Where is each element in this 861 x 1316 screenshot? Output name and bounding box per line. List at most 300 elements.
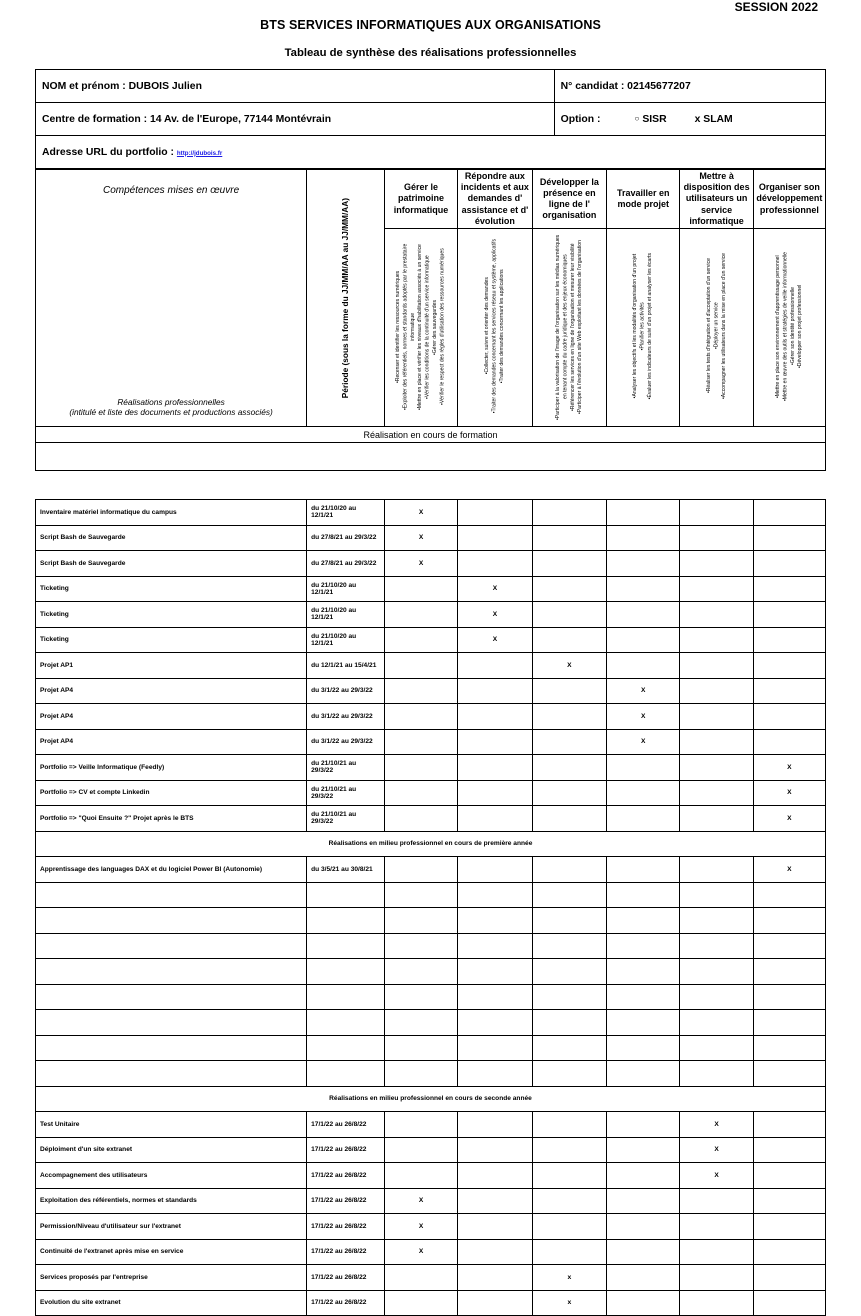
competency-mark-cell[interactable]	[458, 729, 532, 755]
realisation-name-cell[interactable]: Portfolio => Veille Informatique (Feedly)	[36, 755, 307, 781]
competency-mark-cell[interactable]	[384, 627, 457, 653]
option-label: Option :	[560, 113, 601, 125]
competency-mark-cell[interactable]	[607, 1061, 680, 1087]
competency-mark-cell[interactable]	[384, 806, 457, 832]
competency-mark-cell[interactable]	[458, 1214, 532, 1240]
competency-mark-cell[interactable]	[753, 1061, 825, 1087]
competency-mark-cell[interactable]	[680, 576, 753, 602]
competency-mark-cell[interactable]	[607, 959, 680, 985]
competency-mark-cell[interactable]	[753, 602, 825, 628]
competency-mark-cell[interactable]	[532, 1137, 606, 1163]
skill-item: •Gérer des sauvegardes	[432, 299, 439, 355]
competency-mark-cell[interactable]	[680, 933, 753, 959]
competency-mark-cell[interactable]	[532, 1035, 606, 1061]
competency-mark-cell[interactable]	[532, 576, 606, 602]
competency-mark-cell[interactable]	[607, 806, 680, 832]
table-row	[36, 1188, 826, 1214]
competency-mark-cell[interactable]	[680, 857, 753, 883]
table-row	[36, 806, 826, 832]
realisation-name-cell[interactable]	[36, 1061, 307, 1087]
realisation-period-cell[interactable]: du 3/1/22 au 29/3/22	[307, 704, 385, 730]
table-row	[36, 627, 826, 653]
competency-mark-cell[interactable]	[458, 704, 532, 730]
competency-mark-cell[interactable]	[384, 882, 457, 908]
competency-mark-cell[interactable]	[384, 1265, 457, 1291]
competency-mark-cell[interactable]	[607, 576, 680, 602]
competency-mark-cell[interactable]	[532, 551, 606, 577]
realisation-name-cell[interactable]: Déploiment d'un site extranet	[36, 1137, 307, 1163]
competency-mark-cell[interactable]	[753, 653, 825, 679]
realisation-period-cell[interactable]	[307, 1010, 385, 1036]
realisation-name-cell[interactable]	[36, 1035, 307, 1061]
competency-mark-cell[interactable]	[384, 653, 457, 679]
competency-mark-cell[interactable]	[680, 1188, 753, 1214]
competency-mark-cell[interactable]	[607, 1214, 680, 1240]
competency-mark-cell[interactable]: X	[532, 653, 606, 679]
competency-mark-cell[interactable]	[607, 780, 680, 806]
competency-mark-cell[interactable]: X	[458, 602, 532, 628]
realisation-name-cell[interactable]: Permission/Niveau d'utilisateur sur l'extranet	[36, 1214, 307, 1240]
competency-mark-cell[interactable]	[753, 882, 825, 908]
realisation-name-cell[interactable]: Ticketing	[36, 627, 307, 653]
competency-mark-cell[interactable]	[384, 755, 457, 781]
realisation-period-cell[interactable]: du 21/10/21 au 29/3/22	[307, 755, 385, 781]
table-row	[36, 1061, 826, 1087]
table-row	[36, 1239, 826, 1265]
competency-mark-cell[interactable]	[532, 678, 606, 704]
training-center-field[interactable]: Centre de formation : 14 Av. de l'Europe, 77144 Montévrain	[36, 103, 555, 136]
realisation-name-cell[interactable]	[36, 933, 307, 959]
competency-mark-cell[interactable]	[753, 627, 825, 653]
competency-mark-cell[interactable]	[607, 1290, 680, 1316]
competency-mark-cell[interactable]	[532, 525, 606, 551]
competency-header-table	[35, 169, 826, 471]
skill-item: •Exploiter des référentiels, normes et standards adoptés par le prestataire informatique	[402, 243, 416, 410]
competency-mark-cell[interactable]	[458, 525, 532, 551]
competency-mark-cell[interactable]: X	[753, 755, 825, 781]
skill-item: •Gérer son identité professionnelle	[789, 287, 796, 366]
competency-mark-cell[interactable]	[532, 959, 606, 985]
competency-mark-cell[interactable]	[680, 729, 753, 755]
skill-item: •Collecter, suivre et orienter des demandes	[483, 277, 490, 376]
competency-mark-cell[interactable]	[458, 1265, 532, 1291]
competency-mark-cell[interactable]	[753, 1010, 825, 1036]
realisation-name-cell[interactable]: Ticketing	[36, 576, 307, 602]
skill-item: •Déployer un service	[712, 303, 719, 350]
realisation-period-cell[interactable]: 17/1/22 au 26/8/22	[307, 1290, 385, 1316]
competency-mark-cell[interactable]: X	[384, 551, 457, 577]
realisation-period-cell[interactable]: du 21/10/20 au 12/1/21	[307, 602, 385, 628]
skill-list-1	[458, 229, 532, 427]
option-slam-label: SLAM	[703, 113, 733, 125]
session-label: SESSION 2022	[734, 0, 818, 14]
competency-mark-cell[interactable]	[607, 602, 680, 628]
realisation-period-cell[interactable]	[307, 933, 385, 959]
competency-mark-cell[interactable]	[458, 551, 532, 577]
competency-mark-cell[interactable]	[607, 1010, 680, 1036]
candidate-name-field[interactable]: NOM et prénom : DUBOIS Julien	[36, 70, 555, 103]
option-cell	[554, 103, 825, 136]
competency-mark-cell[interactable]	[753, 500, 825, 526]
realisation-period-cell[interactable]: du 21/10/20 au 12/1/21	[307, 576, 385, 602]
portfolio-cell	[36, 136, 826, 169]
competency-mark-cell[interactable]	[680, 1265, 753, 1291]
competency-mark-cell[interactable]	[532, 806, 606, 832]
realisation-name-cell[interactable]	[36, 908, 307, 934]
realisation-name-cell[interactable]: Accompagnement des utilisateurs	[36, 1163, 307, 1189]
realisation-name-cell[interactable]: Script Bash de Sauvegarde	[36, 525, 307, 551]
competency-mark-cell[interactable]	[753, 525, 825, 551]
competency-mark-cell[interactable]	[753, 933, 825, 959]
competency-mark-cell[interactable]	[753, 908, 825, 934]
competency-mark-cell[interactable]	[458, 1137, 532, 1163]
competency-mark-cell[interactable]	[532, 627, 606, 653]
domain-header-4: Mettre à disposition des utilisateurs un service informatique	[680, 170, 753, 229]
realisations-title: Réalisations professionnelles	[117, 396, 225, 407]
realisation-name-cell[interactable]: Portfolio => CV et compte Linkedin	[36, 780, 307, 806]
realisation-period-cell[interactable]: 17/1/22 au 26/8/22	[307, 1137, 385, 1163]
competency-mark-cell[interactable]: x	[532, 1290, 606, 1316]
radio-unselected-icon: ○	[634, 114, 640, 124]
realisation-period-cell[interactable]: 17/1/22 au 26/8/22	[307, 1188, 385, 1214]
competency-mark-cell[interactable]	[753, 1290, 825, 1316]
realisation-period-cell[interactable]: du 21/10/20 au 12/1/21	[307, 500, 385, 526]
realisation-name-cell[interactable]: Projet AP4	[36, 729, 307, 755]
option-slam-mark: x	[694, 113, 701, 125]
competency-mark-cell[interactable]	[458, 1035, 532, 1061]
competency-mark-cell[interactable]	[384, 602, 457, 628]
competency-mark-cell[interactable]	[607, 1239, 680, 1265]
competency-mark-cell[interactable]	[680, 806, 753, 832]
competency-mark-cell[interactable]	[532, 755, 606, 781]
competency-mark-cell[interactable]	[384, 1290, 457, 1316]
competency-mark-cell[interactable]	[532, 1112, 606, 1138]
competency-mark-cell[interactable]	[680, 780, 753, 806]
competency-mark-cell[interactable]	[680, 704, 753, 730]
realisation-period-cell[interactable]: du 3/5/21 au 30/8/21	[307, 857, 385, 883]
competency-mark-cell[interactable]	[458, 857, 532, 883]
domain-header-1: Répondre aux incidents et aux demandes d' assistance et d' évolution	[458, 170, 532, 229]
identity-row-center	[36, 103, 826, 136]
skill-item: •Évaluer les indicateurs de suivi d'un projet et analyser les écarts	[646, 253, 653, 400]
competency-mark-cell[interactable]	[753, 729, 825, 755]
table-row	[36, 1035, 826, 1061]
competency-mark-cell[interactable]	[607, 1163, 680, 1189]
document-header	[35, 0, 826, 38]
option-sisr-label: SISR	[642, 113, 667, 125]
realisation-name-cell[interactable]: Inventaire matériel informatique du campus	[36, 500, 307, 526]
competency-mark-cell[interactable]	[384, 780, 457, 806]
competency-mark-cell[interactable]	[607, 1188, 680, 1214]
competency-mark-cell[interactable]	[680, 551, 753, 577]
competency-mark-cell[interactable]	[680, 908, 753, 934]
table-row	[36, 704, 826, 730]
competency-mark-cell[interactable]	[384, 729, 457, 755]
competency-mark-cell[interactable]	[680, 653, 753, 679]
competency-mark-cell[interactable]	[680, 678, 753, 704]
competency-mark-cell[interactable]	[532, 1188, 606, 1214]
realisation-name-cell[interactable]: Services proposés par l'entreprise	[36, 1265, 307, 1291]
competency-mark-cell[interactable]	[680, 882, 753, 908]
realisation-period-cell[interactable]: 17/1/22 au 26/8/22	[307, 1265, 385, 1291]
competency-mark-cell[interactable]: X	[384, 1239, 457, 1265]
option-sisr-choice[interactable]	[634, 114, 666, 125]
table-row	[36, 1163, 826, 1189]
competency-mark-cell[interactable]	[680, 1010, 753, 1036]
table-row	[36, 678, 826, 704]
competency-mark-cell[interactable]: X	[384, 1188, 457, 1214]
competency-mark-cell[interactable]	[607, 1112, 680, 1138]
competency-mark-cell[interactable]	[532, 1061, 606, 1087]
competency-mark-cell[interactable]	[607, 551, 680, 577]
table-row	[36, 1214, 826, 1240]
competency-mark-cell[interactable]	[680, 525, 753, 551]
competency-mark-cell[interactable]	[607, 908, 680, 934]
competency-mark-cell[interactable]	[753, 1112, 825, 1138]
competency-mark-cell[interactable]: X	[680, 1163, 753, 1189]
table-row	[36, 908, 826, 934]
competency-mark-cell[interactable]	[532, 1010, 606, 1036]
skill-item: •Planifier les activités	[639, 302, 646, 351]
competency-mark-cell[interactable]	[384, 908, 457, 934]
realisation-name-cell[interactable]: Portfolio => "Quoi Ensuite ?" Projet après le BTS	[36, 806, 307, 832]
competency-mark-cell[interactable]	[458, 933, 532, 959]
competency-mark-cell[interactable]	[753, 1163, 825, 1189]
competency-mark-cell[interactable]	[458, 678, 532, 704]
page-subtitle: Tableau de synthèse des réalisations professionnelles	[284, 47, 577, 59]
competency-mark-cell[interactable]	[384, 704, 457, 730]
table-row	[36, 1112, 826, 1138]
realisation-period-cell[interactable]: du 12/1/21 au 15/4/21	[307, 653, 385, 679]
competency-mark-cell[interactable]	[458, 755, 532, 781]
competency-mark-cell[interactable]	[458, 1112, 532, 1138]
realisation-name-cell[interactable]: Evolution du site extranet	[36, 1290, 307, 1316]
skill-list-3	[607, 229, 680, 427]
competency-mark-cell[interactable]	[532, 602, 606, 628]
realisation-period-cell[interactable]: du 27/8/21 au 29/3/22	[307, 525, 385, 551]
realisation-period-cell[interactable]: du 21/10/21 au 29/3/22	[307, 806, 385, 832]
competency-mark-cell[interactable]	[384, 933, 457, 959]
competency-mark-cell[interactable]	[607, 627, 680, 653]
realisation-name-cell[interactable]: Projet AP4	[36, 678, 307, 704]
competency-mark-cell[interactable]	[532, 1214, 606, 1240]
competency-mark-cell[interactable]	[753, 1188, 825, 1214]
skill-list-4	[680, 229, 753, 427]
realisation-period-cell[interactable]	[307, 1035, 385, 1061]
competency-mark-cell[interactable]	[607, 882, 680, 908]
section-band-label: Réalisations en milieu professionnel en cours de seconde année	[36, 1086, 826, 1112]
competency-mark-cell[interactable]: X	[458, 576, 532, 602]
competency-mark-cell[interactable]	[532, 1239, 606, 1265]
realisation-name-cell[interactable]: Continuité de l'extranet après mise en service	[36, 1239, 307, 1265]
competency-mark-cell[interactable]	[458, 653, 532, 679]
competency-mark-cell[interactable]	[607, 984, 680, 1010]
competency-mark-cell[interactable]	[458, 1010, 532, 1036]
competency-mark-cell[interactable]	[532, 984, 606, 1010]
option-slam-choice[interactable]	[695, 114, 733, 125]
competency-mark-cell[interactable]	[384, 959, 457, 985]
competency-mark-cell[interactable]	[532, 857, 606, 883]
competency-mark-cell[interactable]	[532, 882, 606, 908]
competency-mark-cell[interactable]: X	[753, 806, 825, 832]
realisation-period-cell[interactable]: 17/1/22 au 26/8/22	[307, 1214, 385, 1240]
competency-mark-cell[interactable]	[753, 984, 825, 1010]
realisation-name-cell[interactable]	[36, 959, 307, 985]
competency-mark-cell[interactable]	[458, 780, 532, 806]
realisation-name-cell[interactable]: Projet AP1	[36, 653, 307, 679]
portfolio-label: Adresse URL du portfolio :	[42, 146, 175, 158]
competency-mark-cell[interactable]	[458, 984, 532, 1010]
realisation-period-cell[interactable]	[307, 959, 385, 985]
competency-mark-cell[interactable]: X	[384, 500, 457, 526]
competency-mark-cell[interactable]	[607, 1265, 680, 1291]
competency-mark-cell[interactable]	[607, 500, 680, 526]
competency-mark-cell[interactable]	[384, 576, 457, 602]
competency-mark-cell[interactable]	[532, 704, 606, 730]
realisation-name-cell[interactable]: Test Unitaire	[36, 1112, 307, 1138]
competency-mark-cell[interactable]	[458, 1163, 532, 1189]
competency-mark-cell[interactable]	[680, 1214, 753, 1240]
competency-mark-cell[interactable]	[753, 959, 825, 985]
table-row	[36, 525, 826, 551]
competency-mark-cell[interactable]	[458, 1239, 532, 1265]
competency-mark-cell[interactable]	[384, 1163, 457, 1189]
competency-mark-cell[interactable]	[458, 806, 532, 832]
table-row	[36, 653, 826, 679]
realisation-name-cell[interactable]	[36, 882, 307, 908]
competency-mark-cell[interactable]	[607, 933, 680, 959]
realisation-name-cell[interactable]: Projet AP4	[36, 704, 307, 730]
competences-title: Compétences mises en œuvre	[102, 184, 240, 196]
skill-item: •Développer son projet professionnel	[796, 284, 803, 369]
competency-mark-cell[interactable]: X	[680, 1137, 753, 1163]
skill-item: •Analyser les objectifs et les modalités d'organisation d'un projet	[632, 254, 639, 399]
period-header-cell	[307, 170, 385, 427]
competency-mark-cell[interactable]	[753, 678, 825, 704]
realisations-header-cell	[36, 170, 307, 427]
competency-mark-cell[interactable]	[680, 500, 753, 526]
competency-mark-cell[interactable]: X	[607, 678, 680, 704]
competency-mark-cell[interactable]	[753, 1265, 825, 1291]
competency-mark-cell[interactable]	[532, 908, 606, 934]
competency-mark-cell[interactable]	[680, 755, 753, 781]
realisation-period-cell[interactable]	[307, 1061, 385, 1087]
competency-mark-cell[interactable]	[458, 908, 532, 934]
competency-mark-cell[interactable]	[680, 1061, 753, 1087]
competency-mark-cell[interactable]	[753, 1239, 825, 1265]
competency-mark-cell[interactable]: X	[458, 627, 532, 653]
competency-mark-cell[interactable]	[458, 1188, 532, 1214]
competency-mark-cell[interactable]	[607, 857, 680, 883]
competency-mark-cell[interactable]: X	[384, 525, 457, 551]
competency-mark-cell[interactable]	[384, 1035, 457, 1061]
candidate-number-field[interactable]: N° candidat : 02145677207	[554, 70, 825, 103]
competency-mark-cell[interactable]	[607, 525, 680, 551]
competency-mark-cell[interactable]	[680, 627, 753, 653]
section-band-label: Réalisations en milieu professionnel en cours de première année	[36, 831, 826, 857]
realisation-period-cell[interactable]: du 3/1/22 au 29/3/22	[307, 678, 385, 704]
competency-mark-cell[interactable]	[458, 500, 532, 526]
realisation-period-cell[interactable]	[307, 908, 385, 934]
competency-mark-cell[interactable]	[384, 1010, 457, 1036]
competency-mark-cell[interactable]	[680, 602, 753, 628]
realisation-name-cell[interactable]: Script Bash de Sauvegarde	[36, 551, 307, 577]
competency-mark-cell[interactable]	[532, 780, 606, 806]
competency-mark-cell[interactable]: x	[532, 1265, 606, 1291]
table-row	[36, 857, 826, 883]
realisation-period-cell[interactable]: 17/1/22 au 26/8/22	[307, 1239, 385, 1265]
realisation-name-cell[interactable]	[36, 984, 307, 1010]
competency-mark-cell[interactable]	[384, 1137, 457, 1163]
competency-mark-cell[interactable]	[532, 729, 606, 755]
realisation-period-cell[interactable]: 17/1/22 au 26/8/22	[307, 1112, 385, 1138]
realisation-period-cell[interactable]	[307, 882, 385, 908]
competency-mark-cell[interactable]: X	[753, 780, 825, 806]
competency-mark-cell[interactable]	[753, 1137, 825, 1163]
competency-mark-cell[interactable]	[384, 1112, 457, 1138]
competency-mark-cell[interactable]	[458, 1290, 532, 1316]
skill-item: •Mettre en place et vérifier les niveaux d'habilitation associés à un service	[417, 243, 424, 410]
competency-mark-cell[interactable]	[607, 1137, 680, 1163]
competency-mark-cell[interactable]: X	[607, 729, 680, 755]
competency-mark-cell[interactable]: X	[753, 857, 825, 883]
realisation-period-cell[interactable]: du 27/8/21 au 29/3/22	[307, 551, 385, 577]
realisation-name-cell[interactable]: Ticketing	[36, 602, 307, 628]
competency-mark-cell[interactable]	[384, 984, 457, 1010]
realisation-period-cell[interactable]: du 21/10/20 au 12/1/21	[307, 627, 385, 653]
competency-mark-cell[interactable]	[753, 1214, 825, 1240]
realisation-period-cell[interactable]	[307, 984, 385, 1010]
skill-item: •Accompagner les utilisateurs dans la mise en place d'un service	[720, 253, 727, 400]
realisation-period-cell[interactable]: du 3/1/22 au 29/3/22	[307, 729, 385, 755]
competency-mark-cell[interactable]	[607, 755, 680, 781]
realisation-name-cell[interactable]: Apprentissage des languages DAX et du logiciel Power BI (Autonomie)	[36, 857, 307, 883]
competency-mark-cell[interactable]	[753, 1035, 825, 1061]
competency-mark-cell[interactable]	[753, 576, 825, 602]
competency-mark-cell[interactable]	[753, 551, 825, 577]
competency-mark-cell[interactable]	[458, 1061, 532, 1087]
competency-mark-cell[interactable]	[680, 1035, 753, 1061]
competency-mark-cell[interactable]	[607, 1035, 680, 1061]
competency-mark-cell[interactable]	[532, 500, 606, 526]
competency-mark-cell[interactable]	[532, 1163, 606, 1189]
portfolio-url-link[interactable]: http://jdubois.fr	[176, 149, 223, 157]
competency-mark-cell[interactable]: X	[607, 704, 680, 730]
competency-mark-cell[interactable]	[384, 678, 457, 704]
competency-mark-cell[interactable]	[384, 857, 457, 883]
section-band-row	[36, 1086, 826, 1112]
skill-list-5	[753, 229, 825, 427]
competency-mark-cell[interactable]	[532, 933, 606, 959]
competency-mark-cell[interactable]	[753, 704, 825, 730]
realisation-period-cell[interactable]: du 21/10/21 au 29/3/22	[307, 780, 385, 806]
competency-mark-cell[interactable]	[458, 882, 532, 908]
competency-mark-cell[interactable]	[680, 959, 753, 985]
competency-mark-cell[interactable]	[680, 1290, 753, 1316]
skill-item: •Mettre en œuvre des outils et stratégies de veille informationnelle	[781, 251, 788, 401]
table-row	[36, 780, 826, 806]
competency-mark-cell[interactable]: X	[680, 1112, 753, 1138]
competency-mark-cell[interactable]	[384, 1061, 457, 1087]
competency-mark-cell[interactable]	[607, 653, 680, 679]
competency-mark-cell[interactable]	[458, 959, 532, 985]
competency-mark-cell[interactable]: X	[384, 1214, 457, 1240]
realisation-period-cell[interactable]: 17/1/22 au 26/8/22	[307, 1163, 385, 1189]
realisation-name-cell[interactable]: Exploitation des référentiels, normes et standards	[36, 1188, 307, 1214]
competency-mark-cell[interactable]	[680, 984, 753, 1010]
realisation-name-cell[interactable]	[36, 1010, 307, 1036]
competency-mark-cell[interactable]	[680, 1239, 753, 1265]
